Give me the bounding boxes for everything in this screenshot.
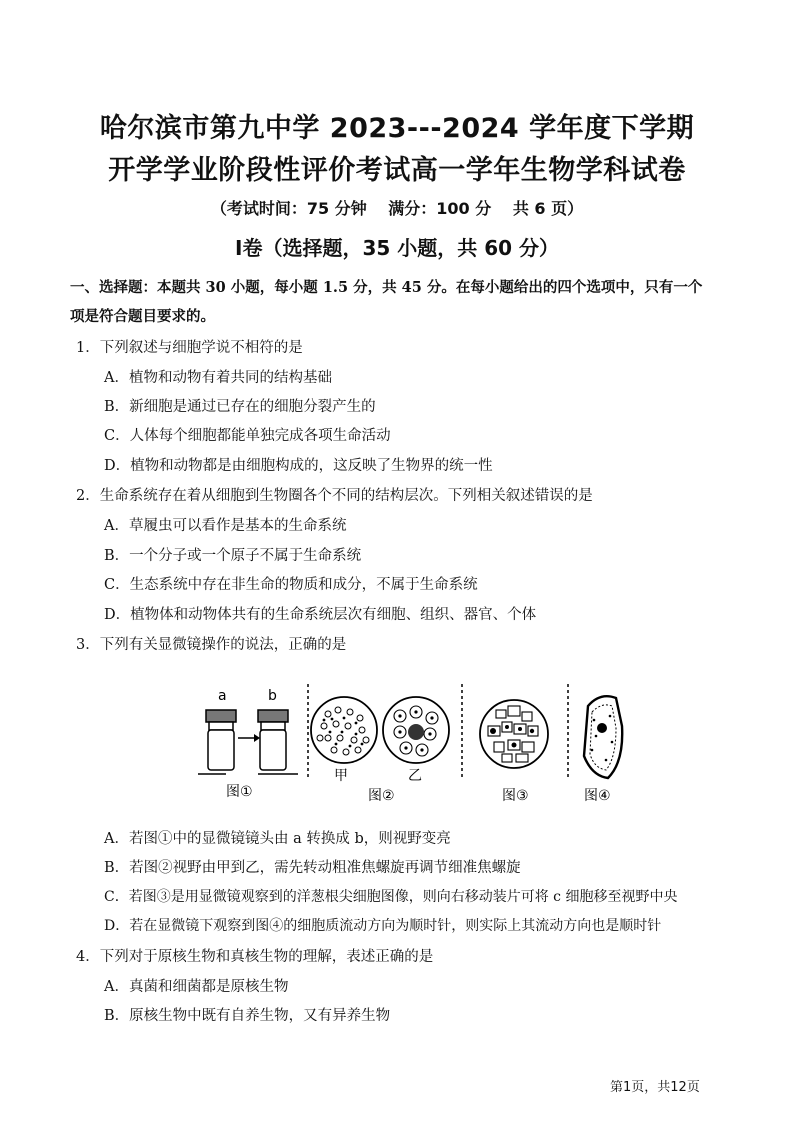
question-4-stem: 4．下列对于原核生物和真核生物的理解，表述正确的是: [76, 949, 434, 965]
section-title: Ⅰ卷（选择题，35 小题，共 60 分）: [235, 236, 559, 260]
question-1-stem: 1．下列叙述与细胞学说不相符的是: [76, 340, 303, 356]
question-2-stem: 2．生命系统存在着从细胞到生物圈各个不同的结构层次。下列相关叙述错误的是: [76, 488, 593, 504]
fig2-label: 图②: [368, 788, 395, 804]
page-footer: 第1页，共12页: [610, 1080, 700, 1095]
lens-b-label: b: [268, 688, 277, 704]
question-3-option-d: D．若在显微镜下观察到图④的细胞质流动方向为顺时针，则实际上其流动方向也是顺时针: [104, 918, 662, 934]
exam-info: （考试时间：75 分钟 满分：100 分 共 6 页）: [210, 199, 584, 218]
plant-cell: [584, 696, 622, 778]
instructions-line-1: 一、选择题：本题共 30 小题，每小题 1.5 分，共 45 分。在每小题给出的四个选项中，只有一个: [70, 279, 703, 296]
fig4-label: 图④: [584, 788, 611, 804]
question-2-option-a: A．草履虫可以看作是基本的生命系统: [104, 518, 347, 534]
question-2-option-d: D．植物体和动物体共有的生命系统层次有细胞、组织、器官、个体: [104, 607, 537, 623]
question-1-option-b: B．新细胞是通过已存在的细胞分裂产生的: [104, 399, 376, 415]
question-1-option-d: D．植物和动物都是由细胞构成的，这反映了生物界的统一性: [104, 458, 493, 474]
field-of-view-jia: [311, 697, 377, 763]
field-of-view-yi: [383, 697, 449, 763]
question-1-option-c: C．人体每个细胞都能单独完成各项生命活动: [104, 428, 391, 444]
objective-lens-a: [206, 688, 236, 770]
jia-label: 甲: [334, 768, 348, 784]
question-3-option-a: A．若图①中的显微镜镜头由 a 转换成 b，则视野变亮: [104, 831, 451, 847]
fig1-label: 图①: [226, 784, 253, 800]
question-4-option-b: B．原核生物中既有自养生物，又有异养生物: [104, 1008, 391, 1024]
question-3-option-c: C．若图③是用显微镜观察到的洋葱根尖细胞图像，则向右移动装片可将 c 细胞移至视野中央: [104, 889, 678, 905]
root-tip-cells-field: [480, 700, 548, 768]
instructions-line-2: 项是符合题目要求的。: [70, 308, 215, 325]
question-3-stem: 3．下列有关显微镜操作的说法，正确的是: [76, 637, 347, 653]
question-1-option-a: A．植物和动物有着共同的结构基础: [104, 370, 332, 386]
title-line-2: 开学学业阶段性评价考试高一学年生物学科试卷: [108, 155, 686, 186]
fig3-label: 图③: [502, 788, 529, 804]
objective-lens-b: [258, 688, 288, 770]
title-line-1: 哈尔滨市第九中学 2023---2024 学年度下学期: [99, 113, 695, 144]
lens-a-label: a: [218, 688, 227, 704]
question-2-option-b: B．一个分子或一个原子不属于生命系统: [104, 548, 362, 564]
microscope-figure: [196, 676, 736, 806]
yi-label: 乙: [408, 768, 422, 784]
question-2-option-c: C．生态系统中存在非生命的物质和成分，不属于生命系统: [104, 577, 478, 593]
question-3-option-b: B．若图②视野由甲到乙，需先转动粗准焦螺旋再调节细准焦螺旋: [104, 860, 521, 876]
question-4-option-a: A．真菌和细菌都是原核生物: [104, 979, 289, 995]
